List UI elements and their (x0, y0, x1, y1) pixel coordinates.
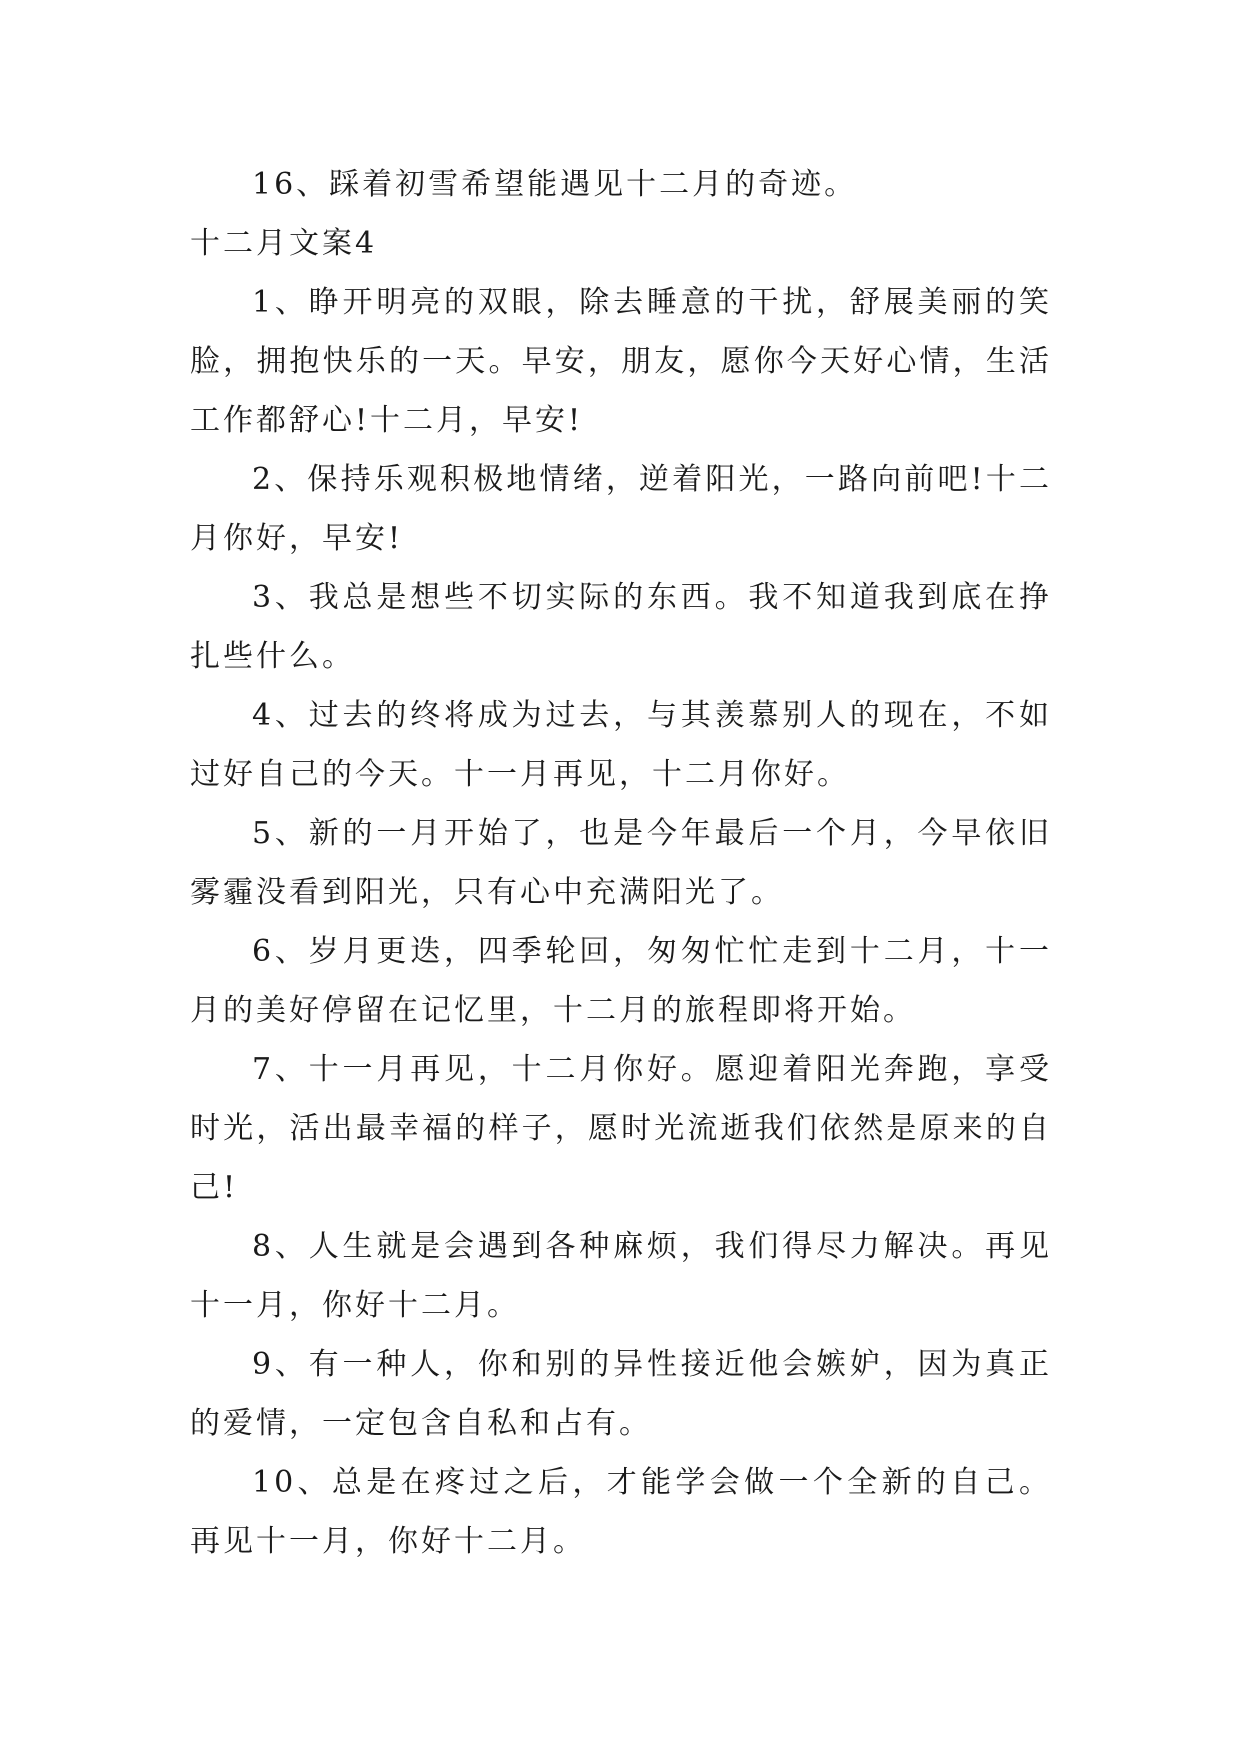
list-item: 6、岁月更迭，四季轮回，匆匆忙忙走到十二月，十一月的美好停留在记忆里，十二月的旅程即将开始。 (190, 934, 1052, 1028)
list-item: 5、新的一月开始了，也是今年最后一个月，今早依旧雾霾没看到阳光，只有心中充满阳光了。 (190, 816, 1052, 910)
list-item: 2、保持乐观积极地情绪，逆着阳光，一路向前吧!十二月你好，早安! (190, 462, 1052, 556)
list-item: 7、十一月再见，十二月你好。愿迎着阳光奔跑，享受时光，活出最幸福的样子，愿时光流逝我们依然是原来的自己! (190, 1052, 1052, 1205)
section-title: 十二月文案4 (190, 226, 378, 261)
list-item: 10、总是在疼过之后，才能学会做一个全新的自己。再见十一月，你好十二月。 (190, 1465, 1052, 1559)
list-item: 4、过去的终将成为过去，与其羡慕别人的现在，不如过好自己的今天。十一月再见，十二月你好。 (190, 698, 1052, 792)
document-page (190, 155, 1052, 1571)
list-item: 3、我总是想些不切实际的东西。我不知道我到底在挣扎些什么。 (190, 580, 1052, 674)
list-item: 9、有一种人，你和别的异性接近他会嫉妒，因为真正的爱情，一定包含自私和占有。 (190, 1347, 1052, 1441)
list-item: 1、睁开明亮的双眼，除去睡意的干扰，舒展美丽的笑脸，拥抱快乐的一天。早安，朋友，愿你今天好心情，生活工作都舒心!十二月，早安! (190, 285, 1052, 438)
list-item: 8、人生就是会遇到各种麻烦，我们得尽力解决。再见十一月，你好十二月。 (190, 1229, 1052, 1323)
list-item: 16、踩着初雪希望能遇见十二月的奇迹。 (252, 167, 858, 202)
